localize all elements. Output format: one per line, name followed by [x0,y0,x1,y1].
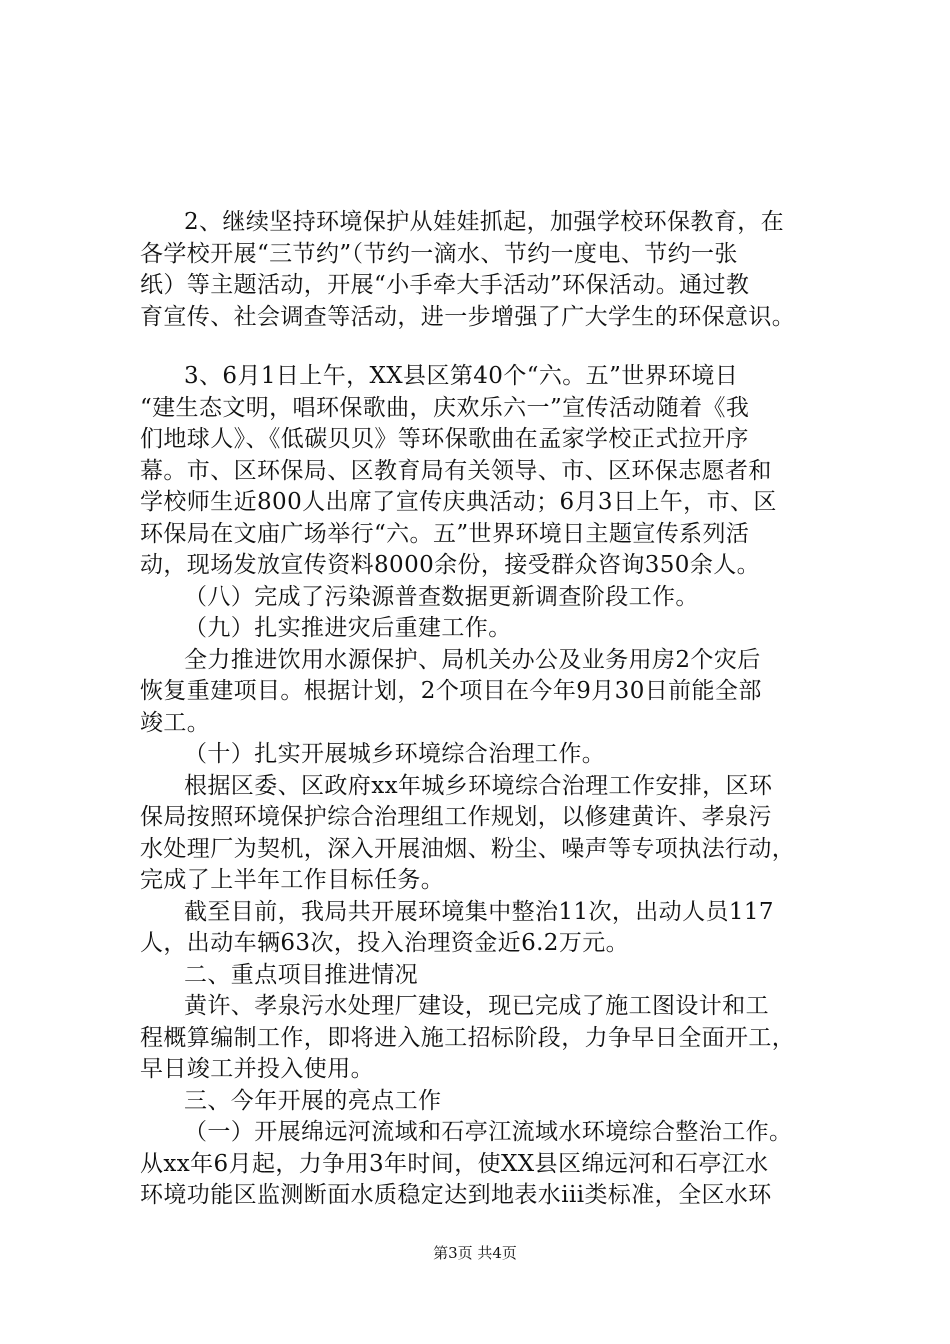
paragraph-line: 幕。市、区环保局、区教育局有关领导、市、区环保志愿者和 [140,457,772,484]
section-heading: （八）完成了污染源普查数据更新调查阶段工作。 [184,583,699,610]
section-heading: （九）扎实推进灾后重建工作。 [184,615,512,641]
paragraph-line: 环保局在文庙广场举行“六。五”世界环境日主题宣传系列活 [140,520,750,547]
paragraph-line: 动，现场发放宣传资料8000余份，接受群众咨询350余人。 [140,552,761,578]
paragraph-line: 2、继续坚持环境保护从娃娃抓起，加强学校环保教育，在 [184,209,785,235]
paragraph-line: 各学校开展“三节约”（节约一滴水、节约一度电、节约一张 [140,240,738,267]
paragraph-line: 纸）等主题活动，开展“小手牵大手活动”环保活动。通过教 [140,272,750,298]
page-number-footer: 第3页 共4页 [433,1244,517,1262]
paragraph-line: 全力推进饮用水源保护、局机关办公及业务用房2个灾后 [184,646,761,673]
section-heading: （十）扎实开展城乡环境综合治理工作。 [184,741,606,767]
paragraph-line: 恢复重建项目。根据计划，2个项目在今年9月30日前能全部 [140,678,762,704]
paragraph-line: 竣工。 [140,709,211,736]
paragraph-line: “建生态文明，唱环保歌曲，庆欢乐六一”宣传活动随着《我 [140,394,750,421]
paragraph-line: 育宣传、社会调查等活动，进一步增强了广大学生的环保意识。 [140,303,796,330]
paragraph-line: 完成了上半年工作目标任务。 [140,867,445,893]
paragraph-line: 环境功能区监测断面水质稳定达到地表水iii类标准，全区水环 [140,1182,772,1208]
document-body [140,207,840,1212]
paragraph-gap [140,333,840,361]
section-heading: 三、今年开展的亮点工作 [184,1087,442,1114]
paragraph-line: 人，出动车辆63次，投入治理资金近6.2万元。 [140,930,630,956]
paragraph-line: 保局按照环境保护综合治理组工作规划，以修建黄许、孝泉污 [140,804,772,830]
paragraph-line: 水处理厂为契机，深入开展油烟、粉尘、噪声等专项执法行动， [140,835,796,862]
paragraph-line: 3、6月1日上午，XX县区第40个“六。五”世界环境日 [184,363,739,389]
paragraph-line: 程概算编制工作，即将进入施工招标阶段，力争早日全面开工， [140,1024,796,1051]
paragraph-line: 根据区委、区政府xx年城乡环境综合治理工作安排，区环 [184,772,773,799]
section-heading: 二、重点项目推进情况 [184,961,418,988]
paragraph-line: 从xx年6月起，力争用3年时间，使XX县区绵远河和石亭江水 [140,1150,769,1177]
paragraph-line: 们地球人》、《低碳贝贝》等环保歌曲在孟家学校正式拉开序 [140,426,749,452]
section-heading: （一）开展绵远河流域和石亭江流域水环境综合整治工作。 [184,1119,793,1145]
paragraph-line: 早日竣工并投入使用。 [140,1056,374,1082]
paragraph-line: 截至目前，我局共开展环境集中整治11次，出动人员117 [184,898,774,925]
paragraph-line: 学校师生近800人出席了宣传庆典活动；6月3日上午，市、区 [140,489,777,515]
paragraph-line: 黄许、孝泉污水处理厂建设，现已完成了施工图设计和工 [184,993,769,1019]
